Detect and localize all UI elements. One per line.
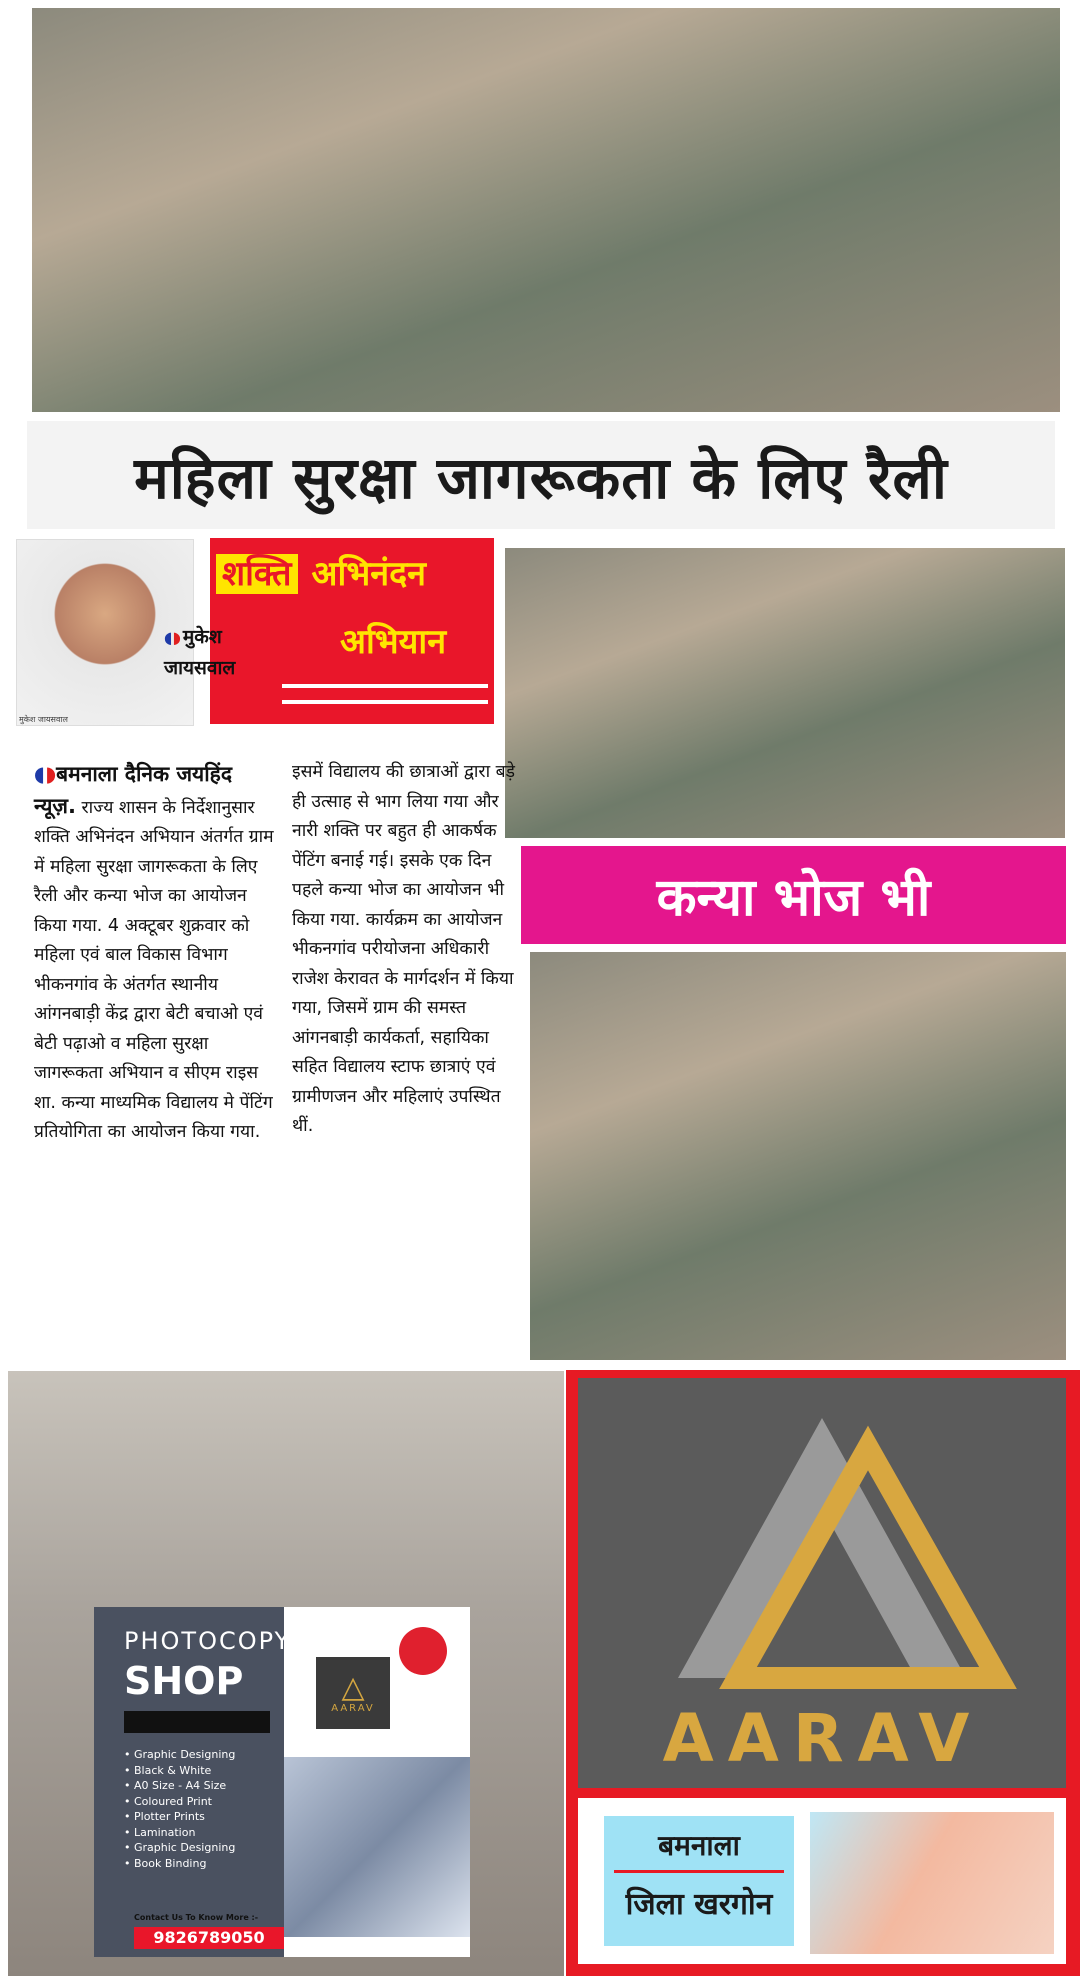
flyer-logo-text: AARAV (331, 1702, 375, 1714)
flyer-black-bar (124, 1711, 270, 1733)
subhead-kanya-bhoj: कन्या भोज भी (521, 846, 1066, 944)
aarav-brand-name: AARAV (662, 1700, 984, 1777)
article-column-1 (34, 760, 280, 1148)
aarav-triangle-logo-icon (578, 1378, 1066, 1708)
flyer-contact-label: Contact Us To Know More :- (134, 1913, 259, 1922)
flyer-office-illustration (284, 1757, 470, 1937)
flyer-phone-number: 9826789050 (134, 1927, 284, 1949)
flag-icon-red: ◗ (172, 628, 181, 647)
author-last-name: जायसवाल (164, 657, 236, 679)
service-item: • Black & White (124, 1763, 235, 1779)
service-item: • A0 Size - A4 Size (124, 1778, 235, 1794)
women-group-photo (505, 548, 1065, 838)
author-photo-caption: मुकेश जायसवाल (19, 715, 68, 724)
service-item: • Lamination (124, 1825, 235, 1841)
author-first-name: मुकेश (182, 626, 222, 648)
triangle-logo-icon: △ (341, 1669, 365, 1705)
location-district: जिला खरगोन (625, 1887, 773, 1922)
campaign-word-shakti: शक्ति (216, 554, 298, 594)
headline: महिला सुरक्षा जागरूकता के लिए रैली (27, 421, 1055, 529)
location-divider (614, 1870, 784, 1873)
campaign-word-abhiyan: अभियान (340, 622, 447, 662)
service-item: • Book Binding (124, 1856, 235, 1872)
flyer-aarav-logo (316, 1657, 390, 1729)
article-column-2: इसमें विद्यालय की छात्राओं द्वारा बड़े ही उत्साह से भाग लिया गया और नारी शक्ति पर बहुत ही आकर्षक पेंटिंग बनाई गई। इसके एक दिन पहले कन्या भोज का आयोजन भी किया गया. कार्यक्रम का आयोजन भीकनगांव परीयोजना अधिकारी राजेश केरावत के मार्गदर्शन में किया गया, जिसमें ग्राम की समस्त आंगनबाड़ी कार्यकर्ता, सहायिका सहित विद्यालय स्टाफ छात्राएं एवं ग्रामीणजन और महिलाएं उपस्थित थीं. (292, 762, 516, 1136)
campaign-title-line1 (216, 552, 426, 596)
service-item: • Plotter Prints (124, 1809, 235, 1825)
rally-students-photo (32, 8, 1060, 412)
service-item: • Coloured Print (124, 1794, 235, 1810)
flag-icon-red: ◗ (45, 762, 57, 786)
campaign-rule-1 (282, 684, 488, 688)
flag-icon: ◖ (164, 628, 173, 647)
location-village: बमनाला (658, 1829, 740, 1862)
campaign-word-abhinandan: अभिनंदन (311, 554, 427, 594)
flyer-red-circle (399, 1627, 447, 1675)
campaign-rule-2 (282, 700, 488, 704)
service-item: • Graphic Designing (124, 1747, 235, 1763)
flyer-title-shop: SHOP (124, 1659, 244, 1703)
kanya-bhoj-meal-photo (530, 952, 1066, 1360)
flyer-title-photocopy: PHOTOCOPY (124, 1627, 292, 1655)
photocopy-shop-flyer (94, 1607, 470, 1957)
flag-icon: ◖ (34, 762, 46, 786)
kids-photo (810, 1812, 1054, 1954)
article-lead-text: बमनाला दैनिक जयहिंद न्यूज़. (34, 762, 232, 818)
article-col1-text: राज्य शासन के निर्देशानुसार शक्ति अभिनंदन अभियान अंतर्गत ग्राम में महिला सुरक्षा जागरूकता के लिए रैली और कन्या भोज का आयोजन किया गया. 4 अक्टूबर शुक्रवार को महिला एवं बाल विकास विभाग भीकनगांव के अंतर्गत स्थानीय आंगनबाड़ी केंद्र द्वारा बेटी बचाओ एवं बेटी पढ़ाओ व महिला सुरक्षा जागरूकता अभियान व सीएम राइस शा. कन्या माध्यमिक विद्यालय मे पेंटिंग प्रतियोगिता का आयोजन किया गया. (34, 797, 274, 1142)
author-name (164, 622, 274, 683)
flyer-services-list (124, 1747, 235, 1871)
service-item: • Graphic Designing (124, 1840, 235, 1856)
aarav-ad (566, 1370, 1080, 1976)
